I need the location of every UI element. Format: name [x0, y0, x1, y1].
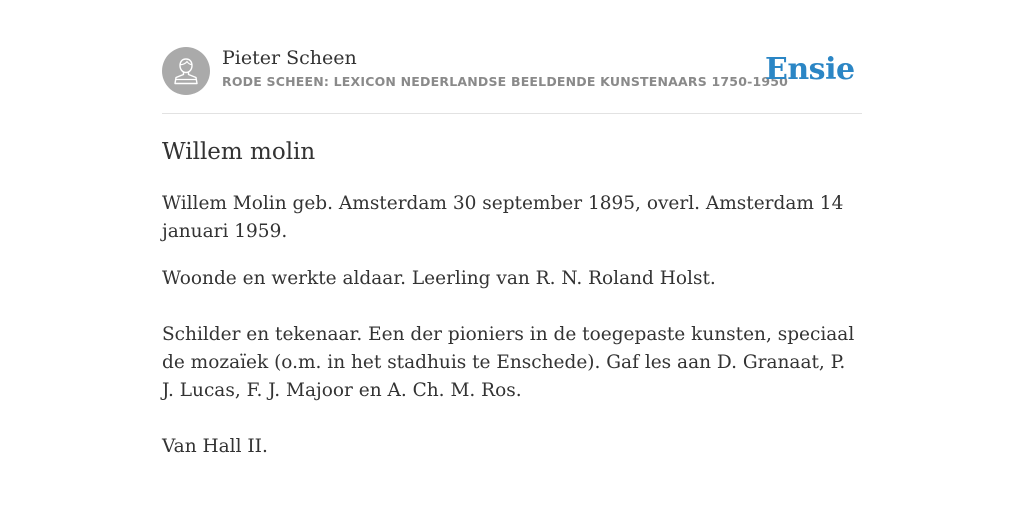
author-avatar[interactable]: [162, 47, 210, 95]
user-icon: [173, 57, 199, 85]
page-container: [162, 0, 862, 512]
article-paragraph-1: Willem Molin geb. Amsterdam 30 september 1895, overl. Amsterdam 14 januari 1959.: [162, 193, 844, 242]
article-paragraph-2: Woonde en werkte aldaar. Leerling van R. N. Roland Holst.: [162, 268, 716, 289]
article-paragraph-4: Van Hall II.: [162, 436, 268, 457]
brand-logo[interactable]: Ensie: [765, 52, 855, 87]
source-title[interactable]: RODE SCHEEN: LEXICON NEDERLANDSE BEELDENDE KUNSTENAARS 1750-1950: [222, 74, 789, 89]
author-header: [162, 46, 862, 96]
author-name[interactable]: Pieter Scheen: [222, 47, 357, 69]
header-divider: [162, 113, 862, 114]
article-paragraph-3: Schilder en tekenaar. Een der pioniers in de toegepaste kunsten, speciaal de mozaïek (o.m. in het stadhuis te Enschede). Gaf les aan D. Granaat, P. J. Lucas, F. J. Majoor en A. Ch. M. Ros.: [162, 324, 855, 401]
article-title: Willem molin: [162, 139, 316, 165]
